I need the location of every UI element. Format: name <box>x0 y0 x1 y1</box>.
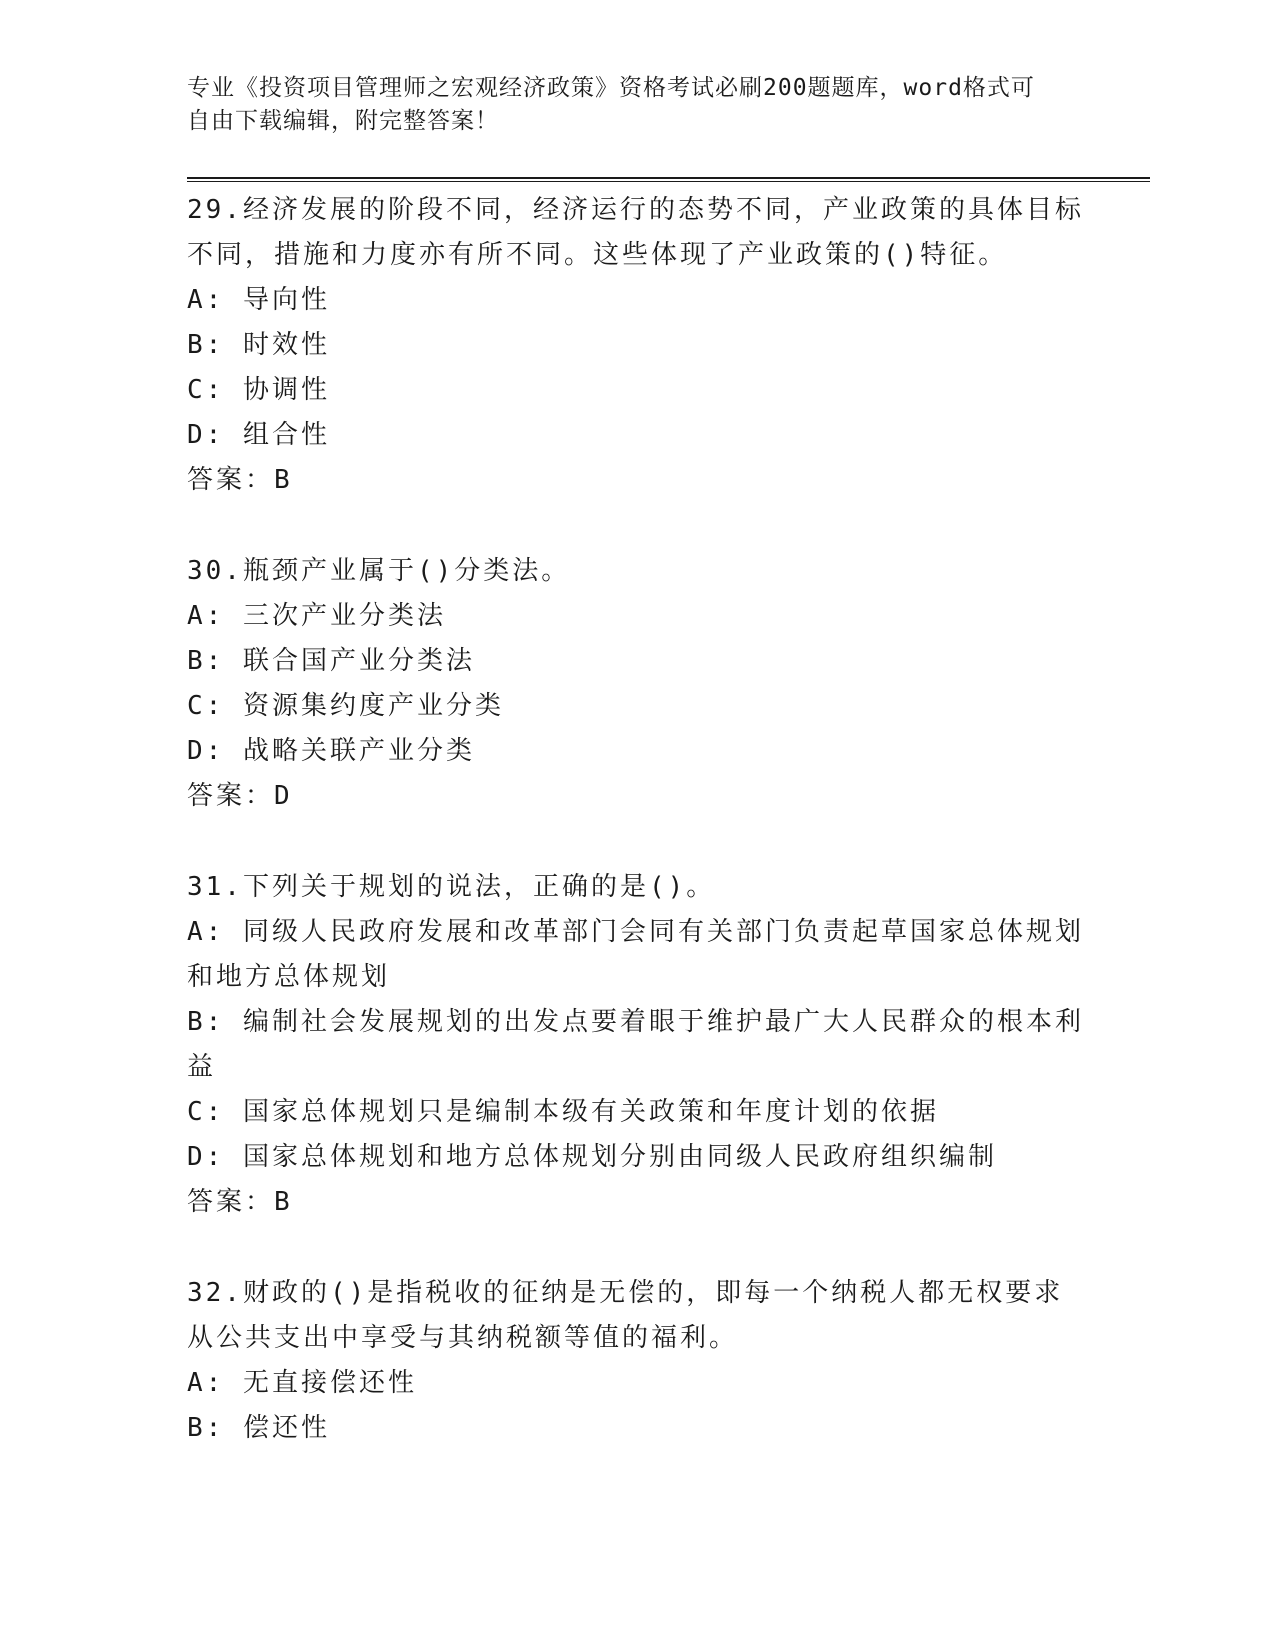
question-stem: 30.瓶颈产业属于()分类法。 <box>187 556 571 586</box>
answer-label: 答案： <box>187 1187 275 1217</box>
option-a: A: 同级人民政府发展和改革部门会同有关部门负责起草国家总体规划和地方总体规划 <box>187 917 1084 992</box>
option-a: A: 无直接偿还性 <box>187 1368 417 1398</box>
question-list <box>187 188 1087 1497</box>
option-c: C: 协调性 <box>187 375 330 405</box>
option-d: D: 战略关联产业分类 <box>187 736 475 766</box>
option-a: A: 导向性 <box>187 285 330 315</box>
answer-value: B <box>274 465 291 495</box>
header-line: 专业《投资项目管理师之宏观经济政策》资格考试必刷200题题库，word格式可 <box>187 75 1035 101</box>
header-divider <box>187 177 1150 182</box>
answer-value: B <box>274 1187 291 1217</box>
question-30 <box>187 549 1087 819</box>
answer-value: D <box>274 781 291 811</box>
answer-line <box>187 1180 1087 1225</box>
answer-line <box>187 774 1087 819</box>
option-d: D: 组合性 <box>187 420 330 450</box>
question-stem: 32.财政的()是指税收的征纳是无偿的，即每一个纳税人都无权要求从公共支出中享受与其纳税额等值的福利。 <box>187 1278 1064 1353</box>
option-b: B: 编制社会发展规划的出发点要着眼于维护最广大人民群众的根本利益 <box>187 1007 1084 1082</box>
question-31 <box>187 865 1087 1225</box>
answer-line <box>187 458 1087 503</box>
question-29 <box>187 188 1087 503</box>
answer-label: 答案： <box>187 465 275 495</box>
option-a: A: 三次产业分类法 <box>187 601 446 631</box>
option-d: D: 国家总体规划和地方总体规划分别由同级人民政府组织编制 <box>187 1142 997 1172</box>
option-c: C: 资源集约度产业分类 <box>187 691 504 721</box>
question-stem: 29.经济发展的阶段不同，经济运行的态势不同，产业政策的具体目标不同，措施和力度亦有所不同。这些体现了产业政策的()特征。 <box>187 195 1084 270</box>
option-b: B: 联合国产业分类法 <box>187 646 475 676</box>
question-32 <box>187 1271 1087 1451</box>
option-b: B: 时效性 <box>187 330 330 360</box>
option-c: C: 国家总体规划只是编制本级有关政策和年度计划的依据 <box>187 1097 939 1127</box>
answer-label: 答案： <box>187 781 275 811</box>
header-line: 自由下载编辑，附完整答案！ <box>187 108 499 134</box>
option-b: B: 偿还性 <box>187 1413 330 1443</box>
question-stem: 31.下列关于规划的说法，正确的是()。 <box>187 872 716 902</box>
document-header <box>187 72 1067 138</box>
